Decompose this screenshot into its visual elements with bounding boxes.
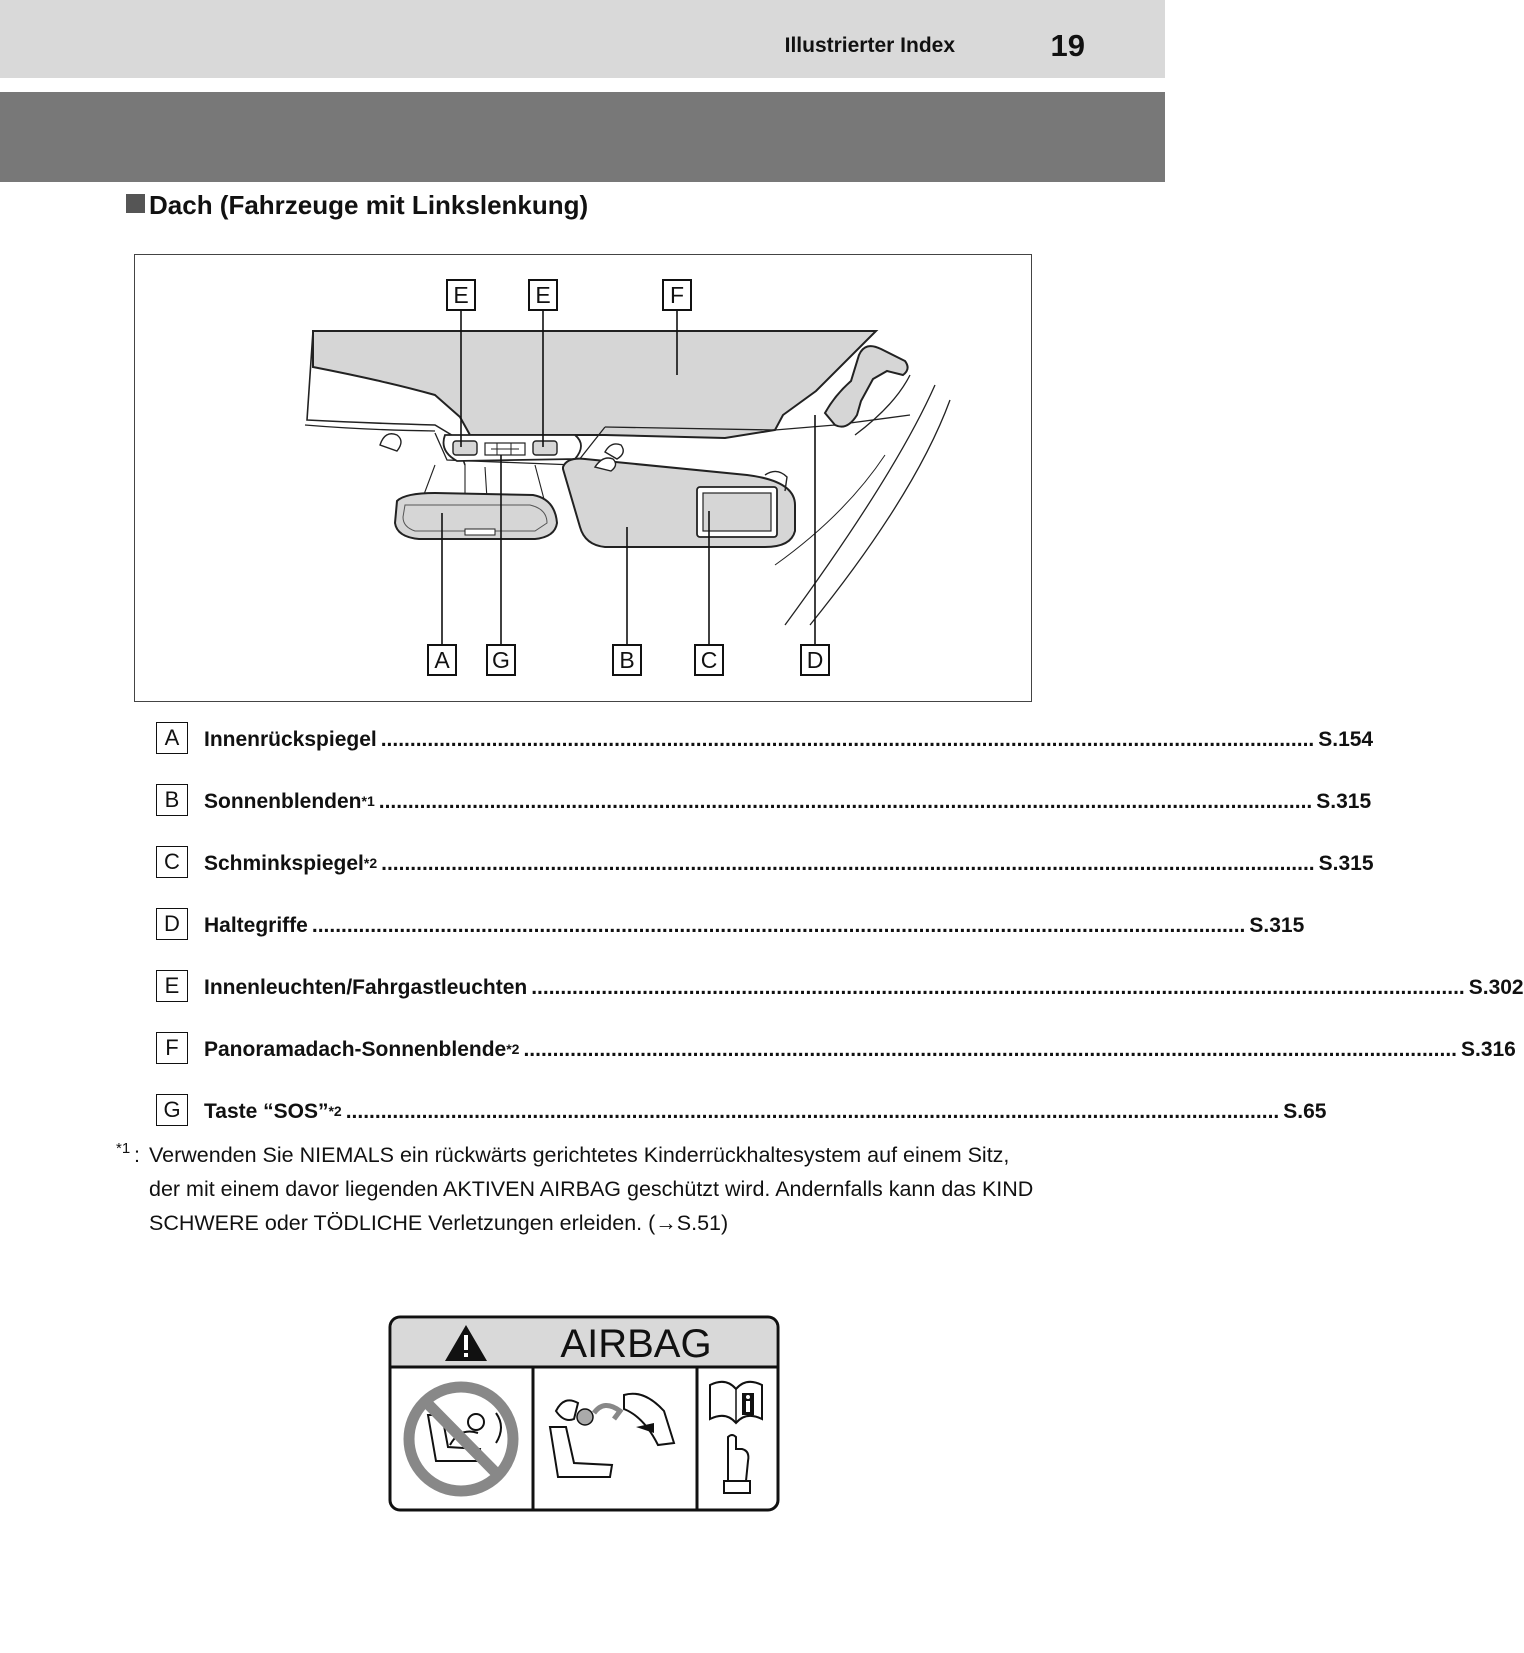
header-band bbox=[0, 0, 1165, 78]
item-note: *1 bbox=[361, 793, 375, 809]
item-note: *2 bbox=[328, 1103, 342, 1119]
item-note: *2 bbox=[506, 1041, 520, 1057]
item-letter: C bbox=[156, 846, 188, 878]
index-item bbox=[156, 908, 1305, 942]
item-page-ref[interactable]: S.315 bbox=[1249, 914, 1305, 937]
item-letter: D bbox=[156, 908, 188, 940]
section-heading bbox=[126, 190, 588, 221]
callout-b: B bbox=[612, 644, 642, 676]
footnote-text: Verwenden Sie NIEMALS ein rückwärts gerichtetes Kinderrückhaltesystem auf einem Sitz, der mit einem davor liegenden AKTIVEN AIRBAG geschützt wird. Andernfalls kann das KIND SCHWERE oder TÖDLICHE Verletzungen erleiden. (→S.51) bbox=[149, 1143, 1034, 1235]
leader-dots: ................................................................................................................................................................ bbox=[380, 728, 1315, 751]
item-page-ref[interactable]: S.154 bbox=[1318, 728, 1374, 751]
item-name: Innenleuchten/Fahrgastleuchten bbox=[204, 976, 528, 999]
item-page-ref[interactable]: S.315 bbox=[1318, 852, 1374, 875]
footnote-marker: *1 bbox=[116, 1140, 131, 1157]
heading-square-icon bbox=[126, 194, 145, 213]
airbag-label-graphic bbox=[388, 1315, 780, 1512]
heading-text: Dach (Fahrzeuge mit Linkslenkung) bbox=[149, 190, 589, 220]
item-name: Schminkspiegel bbox=[204, 852, 364, 875]
item-name: Panoramadach-Sonnenblende bbox=[204, 1038, 507, 1061]
item-name: Innenrückspiegel bbox=[204, 728, 377, 751]
index-item bbox=[156, 784, 1372, 818]
leader-dots: ................................................................................................................................................................ bbox=[378, 790, 1313, 813]
leader-dots: ................................................................................................................................................................ bbox=[311, 914, 1246, 937]
callout-g: G bbox=[486, 644, 516, 676]
item-letter: G bbox=[156, 1094, 188, 1126]
no-rear-facing-child-seat-icon bbox=[409, 1387, 513, 1491]
index-item bbox=[156, 1032, 1516, 1066]
footnote-colon: : bbox=[134, 1143, 140, 1167]
item-page-ref[interactable]: S.302 bbox=[1468, 976, 1524, 999]
callout-f: F bbox=[662, 279, 692, 311]
item-page-ref[interactable]: S.65 bbox=[1283, 1100, 1327, 1123]
callout-c: C bbox=[694, 644, 724, 676]
item-page-ref[interactable]: S.316 bbox=[1460, 1038, 1516, 1061]
item-letter: E bbox=[156, 970, 188, 1002]
leader-dots: ................................................................................................................................................................ bbox=[531, 976, 1465, 999]
page-number: 19 bbox=[1050, 28, 1085, 63]
leader-dots: ................................................................................................................................................................ bbox=[523, 1038, 1457, 1061]
roof-illustration bbox=[134, 254, 1032, 702]
index-item bbox=[156, 970, 1524, 1004]
leader-dots: ................................................................................................................................................................ bbox=[381, 852, 1315, 875]
leader-dots: ................................................................................................................................................................ bbox=[345, 1100, 1280, 1123]
item-name: Sonnenblenden bbox=[204, 790, 362, 813]
index-item bbox=[156, 846, 1374, 880]
footnote bbox=[116, 1138, 1046, 1240]
item-page-ref[interactable]: S.315 bbox=[1316, 790, 1372, 813]
item-name: Taste “SOS” bbox=[204, 1100, 329, 1123]
airbag-warning-label bbox=[388, 1315, 780, 1512]
header-section-title: Illustrierter Index bbox=[784, 34, 955, 57]
callout-e-1: E bbox=[446, 279, 476, 311]
airbag-title: AIRBAG bbox=[560, 1322, 712, 1366]
index-item bbox=[156, 1094, 1327, 1128]
item-name: Haltegriffe bbox=[204, 914, 308, 937]
callout-d: D bbox=[800, 644, 830, 676]
index-item bbox=[156, 722, 1374, 756]
callout-a: A bbox=[427, 644, 457, 676]
item-letter: F bbox=[156, 1032, 188, 1064]
item-letter: A bbox=[156, 722, 188, 754]
item-note: *2 bbox=[363, 855, 378, 871]
section-band bbox=[0, 92, 1165, 182]
item-letter: B bbox=[156, 784, 188, 816]
roof-drawing bbox=[135, 255, 1033, 703]
callout-e-2: E bbox=[528, 279, 558, 311]
